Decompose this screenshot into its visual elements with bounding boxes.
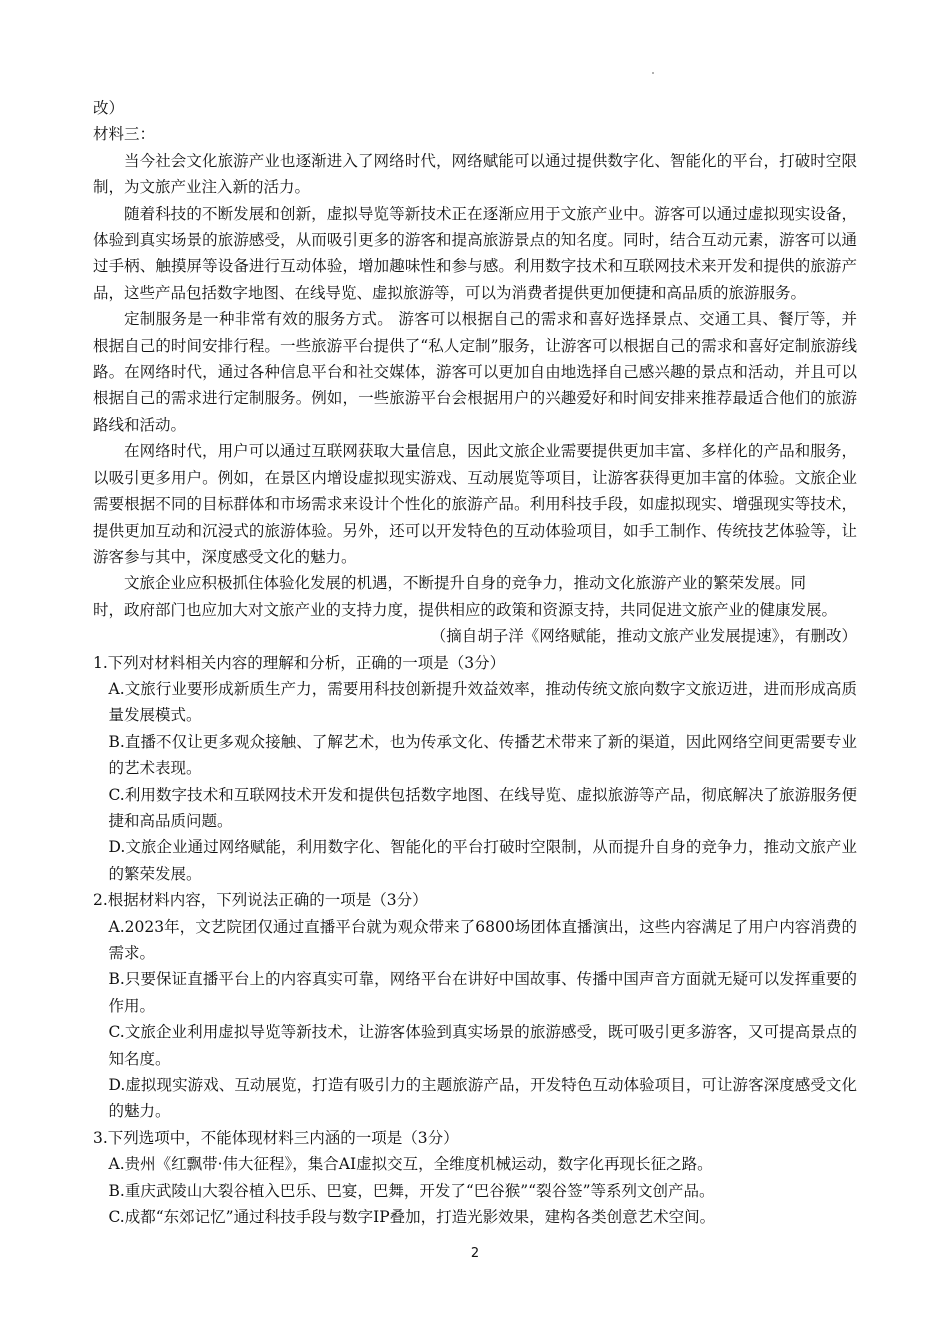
question-stem: 3.下列选项中，不能体现材料三内涵的一项是（3分） <box>93 1128 459 1147</box>
paragraph: 在网络时代，用户可以通过互联网获取大量信息，因此文旅企业需要提供更加丰富、多样化的产品和服务，以吸引更多用户。例如，在景区内增设虚拟现实游戏、互动展览等项目，让游客获得更加丰富的体验。文旅企业需要根据不同的目标群体和市场需求来设计个性化的旅游产品。利用科技手段，如虚拟现实、增强现实等技术，提供更加互动和沉浸式的旅游体验。另外，还可以开发特色的互动体验项目，如手工制作、传统技艺体验等，让游客参与其中，深度感受文化的魅力。 <box>93 442 857 566</box>
option-a: A.2023年，文艺院团仅通过直播平台就为观众带来了6800场团体直播演出，这些内容满足了用户内容消费的需求。 <box>108 917 857 962</box>
paragraph: 当今社会文化旅游产业也逐渐进入了网络时代，网络赋能可以通过提供数字化、智能化的平台，打破时空限制，为文旅产业注入新的活力。 <box>93 151 857 197</box>
option-c: C.成都“东郊记忆”通过科技手段与数字IP叠加，打造光影效果，建构各类创意艺术空间。 <box>108 1208 716 1227</box>
question-3 <box>93 1125 857 1231</box>
option-a: A.文旅行业要形成新质生产力，需要用科技创新提升效益效率，推动传统文旅向数字文旅迈进，进而形成高质量发展模式。 <box>108 679 857 725</box>
source-citation: （摘自胡子洋《网络赋能，推动文旅产业发展提速》，有删改） <box>430 627 857 646</box>
option-b: B.只要保证直播平台上的内容真实可靠，网络平台在讲好中国故事、传播中国声音方面就无疑可以发挥重要的作用。 <box>108 970 857 1015</box>
option-c: C.利用数字技术和互联网技术开发和提供包括数字地图、在线导览、虚拟旅游等产品，彻底解决了旅游服务便捷和高品质问题。 <box>108 785 857 830</box>
page-number: 2 <box>470 1246 480 1261</box>
option-b: B.重庆武陵山大裂谷植入巴乐、巴宴，巴舞，开发了“巴谷猴”“裂谷签”等系列文创产品。 <box>108 1181 715 1200</box>
paragraph: 文旅企业应积极抓住体验化发展的机遇，不断提升自身的竞争力，推动文化旅游产业的繁荣发展。同 <box>124 574 807 593</box>
option-d: D.虚拟现实游戏、互动展览，打造有吸引力的主题旅游产品，开发特色互动体验项目，可让游客深度感受文化的魅力。 <box>108 1076 857 1121</box>
material-label: 材料三： <box>93 125 156 144</box>
header-fragment: 改） <box>93 99 125 117</box>
option-d: D.文旅企业通过网络赋能，利用数字化、智能化的平台打破时空限制，从而提升自身的竞争力，推动文旅产业的繁荣发展。 <box>108 838 857 883</box>
paragraph: 定制服务是一种非常有效的服务方式。 游客可以根据自己的需求和喜好选择景点、交通工具、餐厅等，并根据自己的时间安排行程。一些旅游平台提供了“私人定制”服务，让游客可以根据自己的需求和喜好定制旅游线路。在网络时代，通过各种信息平台和社交媒体，游客可以更加自由地选择自己感兴趣的景点和活动，并且可以根据自己的需求进行定制服务。例如，一些旅游平台会根据用户的兴趣爱好和时间安排来推荐最适合他们的旅游路线和活动。 <box>93 310 857 434</box>
option-c: C.文旅企业利用虚拟导览等新技术，让游客体验到真实场景的旅游感受，既可吸引更多游客，又可提高景点的知名度。 <box>108 1023 857 1068</box>
document-body <box>93 95 857 1230</box>
scan-dot <box>652 72 654 74</box>
option-a: A.贵州《红飘带·伟大征程》，集合AI虚拟交互，全维度机械运动，数字化再现长征之路。 <box>108 1155 713 1174</box>
question-stem: 2.根据材料内容，下列说法正确的一项是（3分） <box>93 891 428 910</box>
paragraph: 随着科技的不断发展和创新，虚拟导览等新技术正在逐渐应用于文旅产业中。游客可以通过虚拟现实设备，体验到真实场景的旅游感受，从而吸引更多的游客和提高旅游景点的知名度。同时，结合互动元素，游客可以通过手柄、触摸屏等设备进行互动体验，增加趣味性和参与感。利用数字技术和互联网技术来开发和提供的旅游产品，这些产品包括数字地图、在线导览、虚拟旅游等，可以为消费者提供更加便捷和高品质的旅游服务。 <box>93 204 857 302</box>
question-2 <box>93 887 857 1125</box>
question-stem: 1.下列对材料相关内容的理解和分析，正确的一项是（3分） <box>93 653 506 672</box>
paragraph: 时，政府部门也应加大对文旅产业的支持力度，提供相应的政策和资源支持，共同促进文旅产业的健康发展。 <box>93 600 838 619</box>
option-b: B.直播不仅让更多观众接触、了解艺术，也为传承文化、传播艺术带来了新的渠道，因此网络空间更需要专业的艺术表现。 <box>108 732 857 778</box>
question-1 <box>93 650 857 888</box>
